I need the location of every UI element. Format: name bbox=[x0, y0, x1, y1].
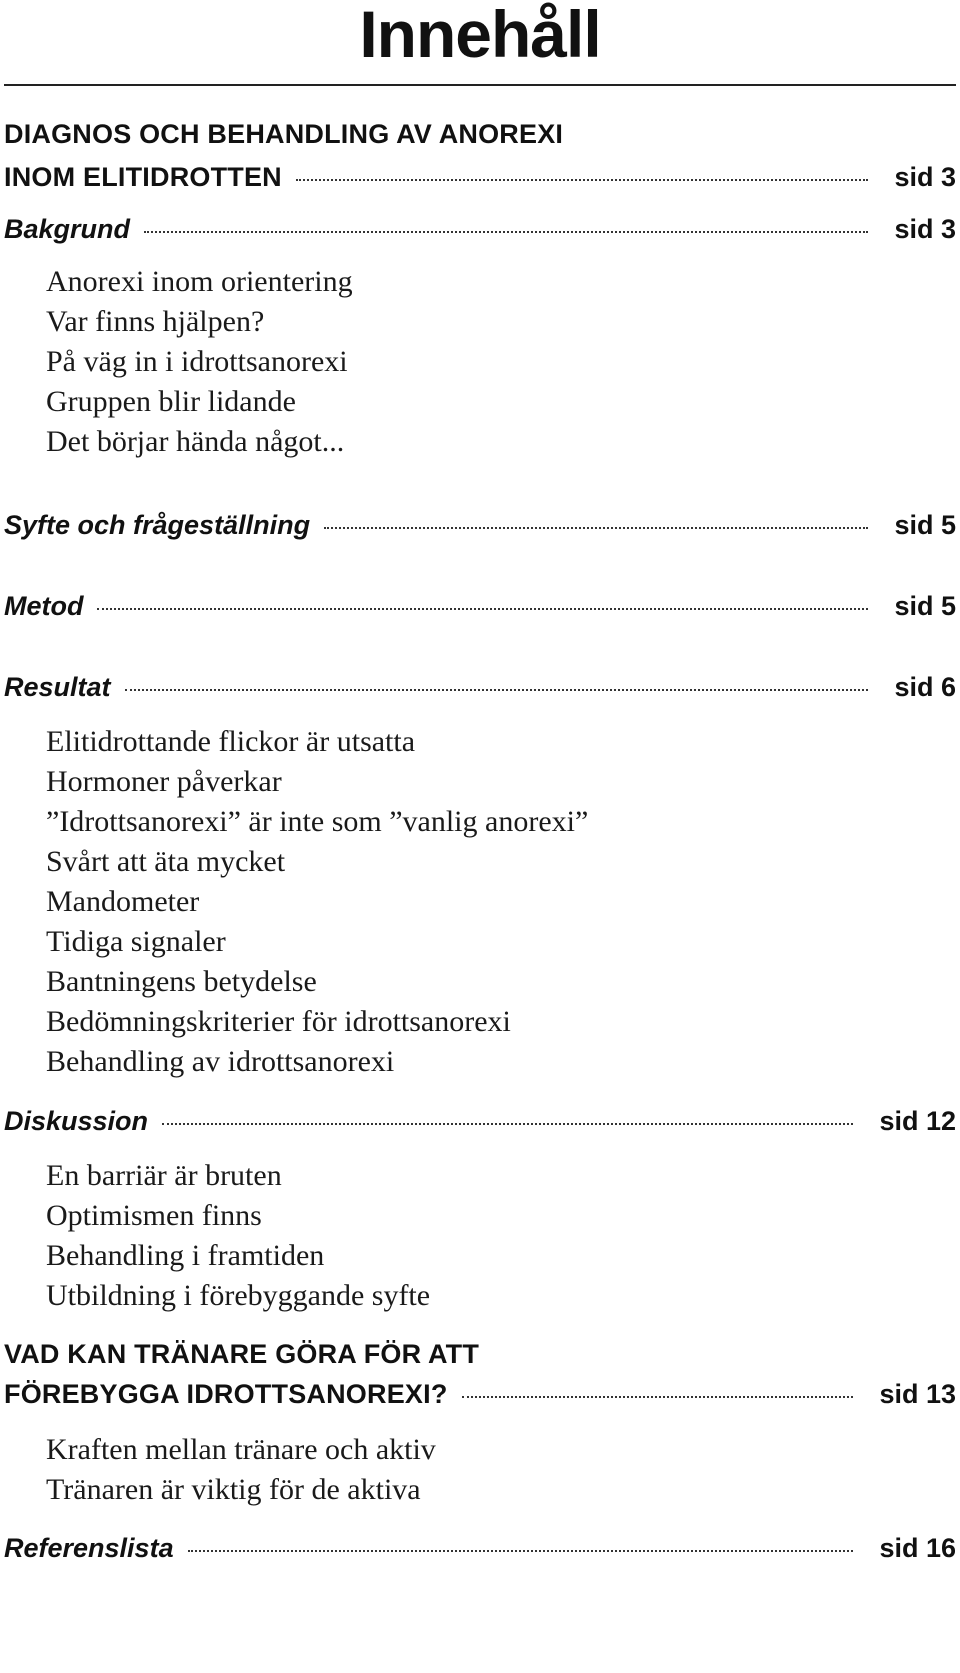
dot-leader bbox=[462, 1396, 854, 1398]
toc-entry-forebygga[interactable] bbox=[4, 1376, 956, 1412]
toc-entry-page: sid 3 bbox=[894, 214, 956, 244]
section-heading-vad-kan: VAD KAN TRÄNARE GÖRA FÖR ATT bbox=[4, 1339, 480, 1369]
dot-leader bbox=[296, 179, 869, 181]
toc-subentry: En barriär är bruten bbox=[46, 1159, 282, 1192]
toc-subentry: Anorexi inom orientering bbox=[46, 265, 353, 298]
toc-entry-label: Bakgrund bbox=[4, 214, 131, 244]
toc-subentry: Svårt att äta mycket bbox=[46, 845, 286, 878]
dot-leader bbox=[162, 1123, 853, 1125]
toc-entry-page: sid 13 bbox=[879, 1379, 956, 1409]
toc-subentry: Mandometer bbox=[46, 885, 200, 918]
toc-entry-label: Diskussion bbox=[4, 1106, 149, 1136]
toc-subentry: Elitidrottande flickor är utsatta bbox=[46, 725, 416, 758]
toc-subentry: Var finns hjälpen? bbox=[46, 305, 265, 338]
toc-entry-syfte[interactable] bbox=[4, 507, 956, 543]
toc-subentry: ”Idrottsanorexi” är inte som ”vanlig anorexi” bbox=[46, 805, 589, 838]
dot-leader bbox=[188, 1550, 854, 1552]
toc-subentry: Tränaren är viktig för de aktiva bbox=[46, 1473, 421, 1506]
toc-subentry: Gruppen blir lidande bbox=[46, 385, 296, 418]
toc-entry-diagnos[interactable] bbox=[4, 159, 956, 195]
toc-entry-label: Syfte och frågeställning bbox=[4, 510, 311, 540]
toc-entry-metod[interactable] bbox=[4, 588, 956, 624]
toc-entry-label: Referenslista bbox=[4, 1533, 174, 1563]
toc-entry-label: Resultat bbox=[4, 672, 111, 702]
toc-entry-page: sid 5 bbox=[894, 591, 956, 621]
toc-subentry: Bantningens betydelse bbox=[46, 965, 317, 998]
toc-subentry: Optimismen finns bbox=[46, 1199, 262, 1232]
toc-subentry: Behandling av idrottsanorexi bbox=[46, 1045, 395, 1078]
toc-entry-bakgrund[interactable] bbox=[4, 211, 956, 247]
toc-entry-page: sid 5 bbox=[894, 510, 956, 540]
toc-subentry: Tidiga signaler bbox=[46, 925, 226, 958]
toc-subentry: Behandling i framtiden bbox=[46, 1239, 325, 1272]
toc-entry-label: FÖREBYGGA IDROTTSANOREXI? bbox=[4, 1379, 448, 1409]
toc-entry-label: INOM ELITIDROTTEN bbox=[4, 162, 282, 192]
toc-subentry: Bedömningskriterier för idrottsanorexi bbox=[46, 1005, 511, 1038]
toc-entry-page: sid 12 bbox=[879, 1106, 956, 1136]
section-heading-diagnos: DIAGNOS OCH BEHANDLING AV ANOREXI bbox=[4, 119, 564, 149]
toc-subentry: Det börjar hända något... bbox=[46, 425, 345, 458]
toc-subentry: Hormoner påverkar bbox=[46, 765, 282, 798]
toc-entry-page: sid 6 bbox=[894, 672, 956, 702]
toc-entry-resultat[interactable] bbox=[4, 669, 956, 705]
toc-subentry: Kraften mellan tränare och aktiv bbox=[46, 1433, 436, 1466]
toc-subentry: Utbildning i förebyggande syfte bbox=[46, 1279, 431, 1312]
page-title: Innehåll bbox=[359, 0, 601, 71]
dot-leader bbox=[97, 608, 868, 610]
dot-leader bbox=[324, 527, 868, 529]
dot-leader bbox=[125, 689, 869, 691]
toc-entry-referenslista[interactable] bbox=[4, 1530, 956, 1566]
dot-leader bbox=[144, 231, 868, 233]
toc-entry-label: Metod bbox=[4, 591, 84, 621]
toc-subentry: På väg in i idrottsanorexi bbox=[46, 345, 348, 378]
toc-entry-page: sid 3 bbox=[894, 162, 956, 192]
toc-entry-diskussion[interactable] bbox=[4, 1103, 956, 1139]
toc-entry-page: sid 16 bbox=[879, 1533, 956, 1563]
title-divider bbox=[4, 84, 956, 86]
